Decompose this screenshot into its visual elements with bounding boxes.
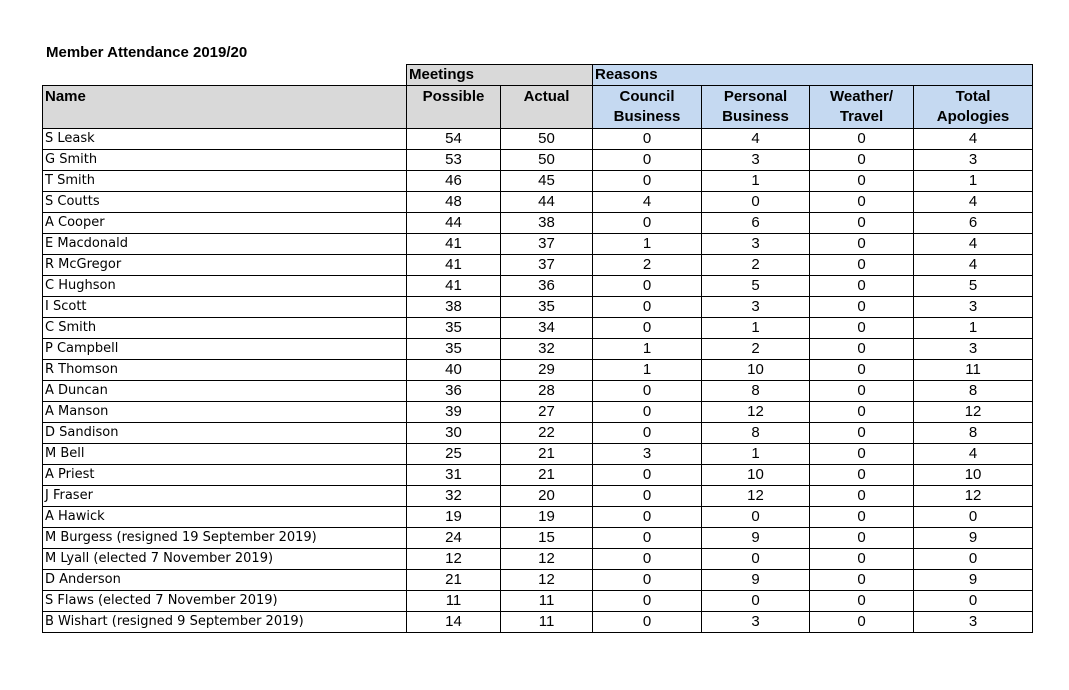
member-name-cell: D Anderson xyxy=(43,570,407,591)
council-business-cell: 2 xyxy=(593,255,702,276)
weather-travel-cell: 0 xyxy=(810,528,914,549)
meetings-actual-cell: 15 xyxy=(501,528,593,549)
meetings-possible-cell: 38 xyxy=(407,297,501,318)
weather-travel-cell: 0 xyxy=(810,297,914,318)
member-name-cell: T Smith xyxy=(43,171,407,192)
weather-travel-cell: 0 xyxy=(810,549,914,570)
member-name-cell: M Bell xyxy=(43,444,407,465)
member-name-cell: C Hughson xyxy=(43,276,407,297)
council-business-cell: 0 xyxy=(593,570,702,591)
personal-business-cell: 6 xyxy=(702,213,810,234)
total-apologies-cell: 1 xyxy=(914,318,1033,339)
member-name-cell: C Smith xyxy=(43,318,407,339)
personal-business-cell: 8 xyxy=(702,381,810,402)
council-business-cell: 0 xyxy=(593,465,702,486)
weather-travel-cell: 0 xyxy=(810,234,914,255)
meetings-actual-cell: 44 xyxy=(501,192,593,213)
total-apologies-cell: 6 xyxy=(914,213,1033,234)
total-apologies-cell: 4 xyxy=(914,192,1033,213)
meetings-actual-cell: 12 xyxy=(501,570,593,591)
total-apologies-cell: 4 xyxy=(914,444,1033,465)
council-business-cell: 0 xyxy=(593,612,702,633)
total-apologies-cell: 4 xyxy=(914,234,1033,255)
council-business-cell: 0 xyxy=(593,381,702,402)
meetings-actual-cell: 20 xyxy=(501,486,593,507)
weather-travel-cell: 0 xyxy=(810,255,914,276)
meetings-actual-cell: 11 xyxy=(501,591,593,612)
table-row xyxy=(43,612,1033,633)
meetings-actual-cell: 35 xyxy=(501,297,593,318)
council-business-cell: 0 xyxy=(593,129,702,150)
council-business-cell: 0 xyxy=(593,423,702,444)
member-name-cell: A Manson xyxy=(43,402,407,423)
meetings-actual-cell: 36 xyxy=(501,276,593,297)
council-business-cell: 1 xyxy=(593,339,702,360)
weather-travel-cell: 0 xyxy=(810,507,914,528)
personal-business-cell: 0 xyxy=(702,591,810,612)
member-name-cell: M Lyall (elected 7 November 2019) xyxy=(43,549,407,570)
council-business-cell: 0 xyxy=(593,486,702,507)
personal-business-cell: 0 xyxy=(702,507,810,528)
member-name-cell: R Thomson xyxy=(43,360,407,381)
personal-business-cell: 8 xyxy=(702,423,810,444)
council-business-cell: 0 xyxy=(593,528,702,549)
weather-travel-cell: 0 xyxy=(810,612,914,633)
table-row xyxy=(43,570,1033,591)
total-apologies-cell: 3 xyxy=(914,150,1033,171)
weather-travel-cell: 0 xyxy=(810,381,914,402)
personal-business-cell: 1 xyxy=(702,318,810,339)
column-header-possible: Possible xyxy=(407,86,501,129)
table-row xyxy=(43,276,1033,297)
column-header-actual: Actual xyxy=(501,86,593,129)
personal-business-cell: 4 xyxy=(702,129,810,150)
meetings-actual-cell: 37 xyxy=(501,234,593,255)
council-business-cell: 0 xyxy=(593,276,702,297)
meetings-possible-cell: 41 xyxy=(407,255,501,276)
council-business-cell: 0 xyxy=(593,591,702,612)
personal-business-cell: 0 xyxy=(702,192,810,213)
table-row xyxy=(43,192,1033,213)
personal-business-cell: 3 xyxy=(702,297,810,318)
council-business-cell: 0 xyxy=(593,507,702,528)
meetings-actual-cell: 50 xyxy=(501,150,593,171)
meetings-actual-cell: 22 xyxy=(501,423,593,444)
member-name-cell: S Leask xyxy=(43,129,407,150)
group-header-meetings: Meetings xyxy=(407,65,593,86)
table-row xyxy=(43,297,1033,318)
total-apologies-cell: 3 xyxy=(914,612,1033,633)
attendance-table xyxy=(42,64,1033,633)
total-apologies-cell: 5 xyxy=(914,276,1033,297)
total-apologies-cell: 4 xyxy=(914,129,1033,150)
total-apologies-cell: 0 xyxy=(914,507,1033,528)
meetings-possible-cell: 53 xyxy=(407,150,501,171)
meetings-possible-cell: 19 xyxy=(407,507,501,528)
total-apologies-cell: 0 xyxy=(914,549,1033,570)
meetings-possible-cell: 31 xyxy=(407,465,501,486)
weather-travel-cell: 0 xyxy=(810,423,914,444)
table-row xyxy=(43,339,1033,360)
table-row xyxy=(43,507,1033,528)
table-row xyxy=(43,129,1033,150)
meetings-possible-cell: 41 xyxy=(407,276,501,297)
member-name-cell: J Fraser xyxy=(43,486,407,507)
member-name-cell: A Cooper xyxy=(43,213,407,234)
council-business-cell: 0 xyxy=(593,318,702,339)
total-apologies-cell: 9 xyxy=(914,570,1033,591)
personal-business-cell: 5 xyxy=(702,276,810,297)
weather-travel-cell: 0 xyxy=(810,570,914,591)
meetings-actual-cell: 21 xyxy=(501,465,593,486)
personal-business-cell: 1 xyxy=(702,444,810,465)
personal-business-cell: 3 xyxy=(702,150,810,171)
meetings-possible-cell: 32 xyxy=(407,486,501,507)
meetings-possible-cell: 39 xyxy=(407,402,501,423)
meetings-possible-cell: 11 xyxy=(407,591,501,612)
group-header-blank xyxy=(43,65,407,86)
meetings-possible-cell: 35 xyxy=(407,339,501,360)
weather-travel-cell: 0 xyxy=(810,339,914,360)
table-row xyxy=(43,360,1033,381)
table-row xyxy=(43,423,1033,444)
personal-business-cell: 2 xyxy=(702,255,810,276)
meetings-actual-cell: 37 xyxy=(501,255,593,276)
total-apologies-cell: 4 xyxy=(914,255,1033,276)
member-name-cell: E Macdonald xyxy=(43,234,407,255)
total-apologies-cell: 8 xyxy=(914,423,1033,444)
meetings-possible-cell: 35 xyxy=(407,318,501,339)
meetings-possible-cell: 44 xyxy=(407,213,501,234)
personal-business-cell: 1 xyxy=(702,171,810,192)
weather-travel-cell: 0 xyxy=(810,150,914,171)
member-name-cell: A Duncan xyxy=(43,381,407,402)
weather-travel-cell: 0 xyxy=(810,318,914,339)
personal-business-cell: 3 xyxy=(702,234,810,255)
table-row xyxy=(43,318,1033,339)
meetings-possible-cell: 36 xyxy=(407,381,501,402)
meetings-possible-cell: 40 xyxy=(407,360,501,381)
personal-business-cell: 10 xyxy=(702,360,810,381)
member-name-cell: A Hawick xyxy=(43,507,407,528)
personal-business-cell: 12 xyxy=(702,486,810,507)
meetings-actual-cell: 21 xyxy=(501,444,593,465)
council-business-cell: 4 xyxy=(593,192,702,213)
table-row xyxy=(43,528,1033,549)
weather-travel-cell: 0 xyxy=(810,129,914,150)
weather-travel-cell: 0 xyxy=(810,213,914,234)
total-apologies-cell: 9 xyxy=(914,528,1033,549)
total-apologies-cell: 10 xyxy=(914,465,1033,486)
council-business-cell: 0 xyxy=(593,549,702,570)
total-apologies-cell: 3 xyxy=(914,339,1033,360)
meetings-possible-cell: 24 xyxy=(407,528,501,549)
weather-travel-cell: 0 xyxy=(810,192,914,213)
council-business-cell: 1 xyxy=(593,234,702,255)
table-row xyxy=(43,465,1033,486)
total-apologies-cell: 0 xyxy=(914,591,1033,612)
meetings-possible-cell: 14 xyxy=(407,612,501,633)
table-row xyxy=(43,381,1033,402)
table-row xyxy=(43,549,1033,570)
member-name-cell: S Coutts xyxy=(43,192,407,213)
personal-business-cell: 9 xyxy=(702,570,810,591)
weather-travel-cell: 0 xyxy=(810,465,914,486)
total-apologies-cell: 1 xyxy=(914,171,1033,192)
column-header-total-apologies: Total Apologies xyxy=(914,86,1033,129)
member-name-cell: A Priest xyxy=(43,465,407,486)
personal-business-cell: 0 xyxy=(702,549,810,570)
council-business-cell: 0 xyxy=(593,171,702,192)
member-name-cell: S Flaws (elected 7 November 2019) xyxy=(43,591,407,612)
council-business-cell: 1 xyxy=(593,360,702,381)
group-header-reasons: Reasons xyxy=(593,65,1033,86)
council-business-cell: 0 xyxy=(593,402,702,423)
council-business-cell: 0 xyxy=(593,213,702,234)
meetings-possible-cell: 41 xyxy=(407,234,501,255)
meetings-possible-cell: 25 xyxy=(407,444,501,465)
meetings-actual-cell: 12 xyxy=(501,549,593,570)
page-title: Member Attendance 2019/20 xyxy=(46,44,248,61)
total-apologies-cell: 12 xyxy=(914,486,1033,507)
meetings-possible-cell: 54 xyxy=(407,129,501,150)
weather-travel-cell: 0 xyxy=(810,402,914,423)
personal-business-cell: 10 xyxy=(702,465,810,486)
member-name-cell: G Smith xyxy=(43,150,407,171)
table-row xyxy=(43,171,1033,192)
column-header-weather-travel: Weather/ Travel xyxy=(810,86,914,129)
weather-travel-cell: 0 xyxy=(810,360,914,381)
member-name-cell: R McGregor xyxy=(43,255,407,276)
weather-travel-cell: 0 xyxy=(810,171,914,192)
meetings-actual-cell: 45 xyxy=(501,171,593,192)
meetings-actual-cell: 38 xyxy=(501,213,593,234)
column-header-name: Name xyxy=(43,86,407,129)
council-business-cell: 3 xyxy=(593,444,702,465)
table-row xyxy=(43,255,1033,276)
member-name-cell: M Burgess (resigned 19 September 2019) xyxy=(43,528,407,549)
total-apologies-cell: 3 xyxy=(914,297,1033,318)
member-name-cell: B Wishart (resigned 9 September 2019) xyxy=(43,612,407,633)
table-row xyxy=(43,402,1033,423)
member-name-cell: P Campbell xyxy=(43,339,407,360)
total-apologies-cell: 11 xyxy=(914,360,1033,381)
personal-business-cell: 9 xyxy=(702,528,810,549)
weather-travel-cell: 0 xyxy=(810,486,914,507)
column-header-council-business: Council Business xyxy=(593,86,702,129)
meetings-actual-cell: 29 xyxy=(501,360,593,381)
personal-business-cell: 2 xyxy=(702,339,810,360)
personal-business-cell: 3 xyxy=(702,612,810,633)
council-business-cell: 0 xyxy=(593,150,702,171)
column-header-row xyxy=(43,86,1033,129)
weather-travel-cell: 0 xyxy=(810,444,914,465)
meetings-actual-cell: 11 xyxy=(501,612,593,633)
meetings-actual-cell: 27 xyxy=(501,402,593,423)
member-name-cell: I Scott xyxy=(43,297,407,318)
personal-business-cell: 12 xyxy=(702,402,810,423)
member-name-cell: D Sandison xyxy=(43,423,407,444)
meetings-actual-cell: 32 xyxy=(501,339,593,360)
meetings-actual-cell: 28 xyxy=(501,381,593,402)
table-row xyxy=(43,213,1033,234)
table-row xyxy=(43,234,1033,255)
meetings-actual-cell: 34 xyxy=(501,318,593,339)
table-row xyxy=(43,444,1033,465)
attendance-rows xyxy=(43,129,1033,633)
meetings-possible-cell: 12 xyxy=(407,549,501,570)
meetings-possible-cell: 48 xyxy=(407,192,501,213)
meetings-possible-cell: 46 xyxy=(407,171,501,192)
meetings-possible-cell: 30 xyxy=(407,423,501,444)
table-row xyxy=(43,486,1033,507)
total-apologies-cell: 12 xyxy=(914,402,1033,423)
meetings-actual-cell: 50 xyxy=(501,129,593,150)
council-business-cell: 0 xyxy=(593,297,702,318)
table-row xyxy=(43,591,1033,612)
meetings-actual-cell: 19 xyxy=(501,507,593,528)
group-header-row xyxy=(43,65,1033,86)
total-apologies-cell: 8 xyxy=(914,381,1033,402)
weather-travel-cell: 0 xyxy=(810,591,914,612)
table-row xyxy=(43,150,1033,171)
weather-travel-cell: 0 xyxy=(810,276,914,297)
meetings-possible-cell: 21 xyxy=(407,570,501,591)
column-header-personal-business: Personal Business xyxy=(702,86,810,129)
